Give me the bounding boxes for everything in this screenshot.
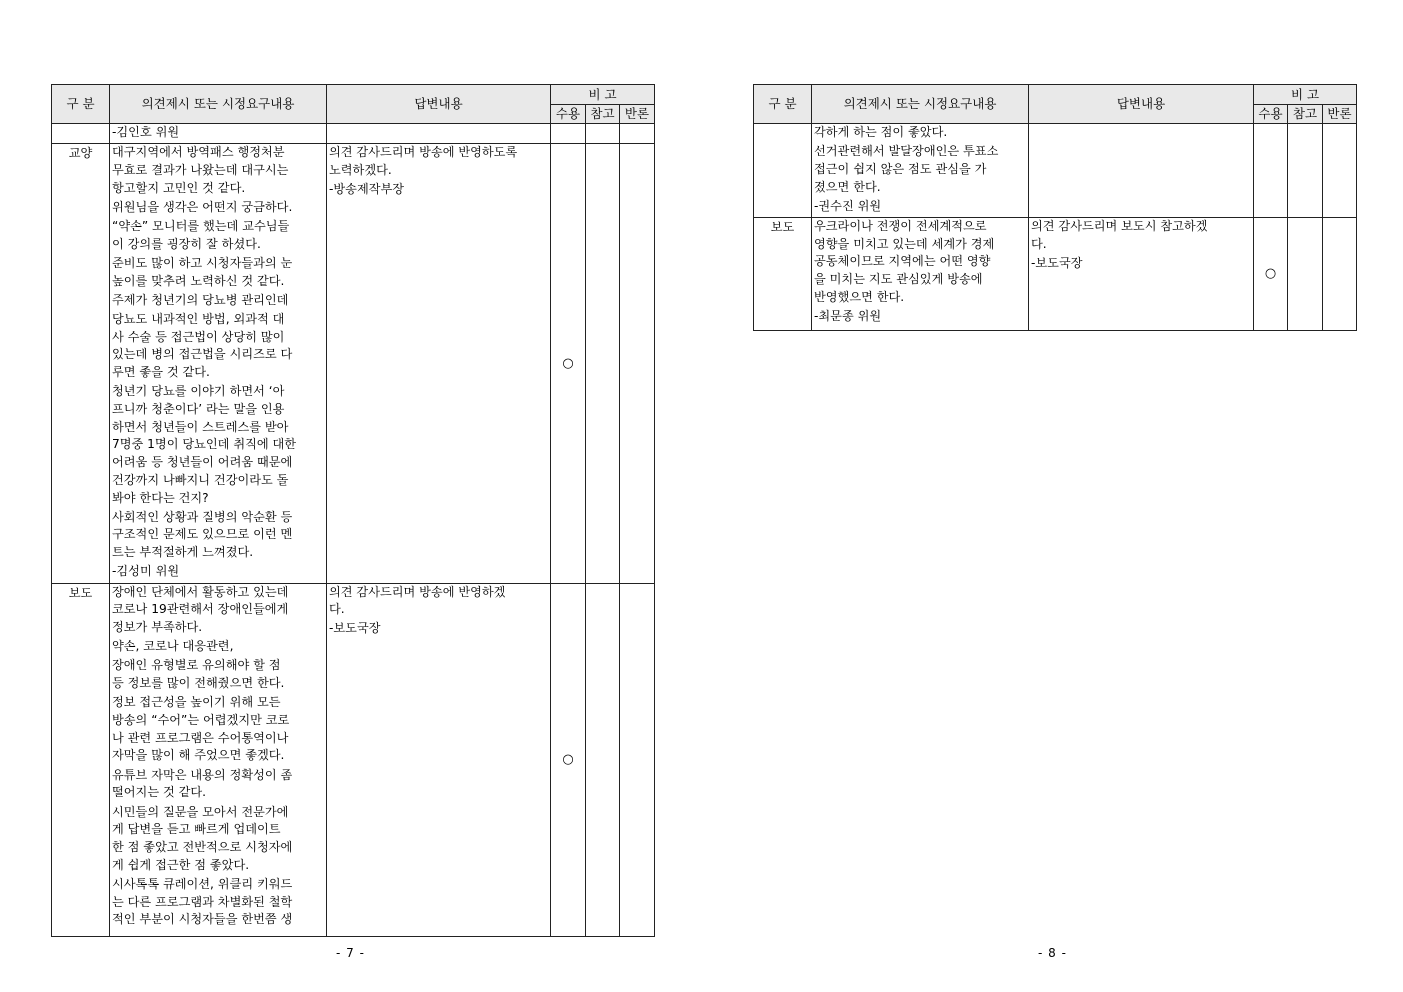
reject-cell xyxy=(1323,218,1357,331)
paragraph: 주제가 청년기의 당뇨병 관리인데 xyxy=(112,292,289,307)
accept-cell xyxy=(551,124,586,144)
answer-cell xyxy=(327,144,551,583)
table-row xyxy=(52,144,655,583)
paragraph: 장애인 유형별로 유의해야 할 점 등 정보를 많이 전해줬으면 한다. xyxy=(112,658,285,691)
paragraph: -최문종 위원 xyxy=(814,309,882,324)
header-reference: 참고 xyxy=(1288,105,1323,124)
header-answer: 답변내용 xyxy=(327,85,551,124)
answer-cell xyxy=(1029,218,1254,331)
opinion-table-page-8 xyxy=(753,84,1357,331)
reject-cell xyxy=(620,583,655,936)
paragraph: 장애인 단체에서 활동하고 있는데 코로나 19관련해서 장애인들에게 정보가 부족하다. xyxy=(112,584,289,634)
opinion-cell xyxy=(110,583,327,936)
paragraph: 위원님을 생각은 어떤지 궁금하다. xyxy=(112,199,293,214)
page-number: - 8 - xyxy=(1038,946,1067,960)
header-reference: 참고 xyxy=(586,105,620,124)
answer-cell xyxy=(327,583,551,936)
table-row xyxy=(52,124,655,144)
reject-cell xyxy=(620,144,655,583)
category-cell xyxy=(754,124,812,218)
reference-cell xyxy=(1288,124,1323,218)
paragraph: 사회적인 상황과 질병의 악순환 등 구조적인 문제도 있으므로 이런 멘 트는 부적절하게 느껴졌다. xyxy=(112,509,293,560)
table-row xyxy=(52,583,655,936)
header-reject: 반론 xyxy=(620,105,655,124)
category-cell: 교양 xyxy=(52,144,110,583)
paragraph: -권수진 위원 xyxy=(814,198,882,213)
header-category: 구 분 xyxy=(52,85,110,124)
paragraph: 우크라이나 전쟁이 전세계적으로 영향을 미치고 있는데 세계가 경제 공동체이므로 지역에는 어떤 영향 을 미치는 지도 관심있게 방송에 반영했으면 한다. xyxy=(814,219,995,304)
paragraph: 선거관련해서 발달장애인은 투표소 접근이 쉽지 않은 점도 관심을 가 졌으면 한다. xyxy=(814,144,999,194)
header-remarks: 비 고 xyxy=(1254,85,1357,105)
header-opinion: 의견제시 또는 시정요구내용 xyxy=(110,85,327,124)
paragraph: 시민들의 질문을 모아서 전문가에 게 답변을 듣고 빠르게 업데이트 한 점 좋았고 전반적으로 시청자에 게 쉽게 접근한 점 좋았다. xyxy=(112,804,293,872)
paragraph: -김성미 위원 xyxy=(112,564,180,579)
header-reject: 반론 xyxy=(1323,105,1357,124)
header-remarks: 비 고 xyxy=(551,85,655,105)
reference-cell xyxy=(586,124,620,144)
paragraph: 정보 접근성을 높이기 위해 모든 방송의 “수어”는 어렵겠지만 코로 나 관련 프로그램은 수어통역이나 자막을 많이 해 주었으면 좋겠다. xyxy=(112,695,290,763)
paragraph: “약손” 모니터를 했는데 교수님들 이 강의를 굉장히 잘 하셨다. xyxy=(112,219,290,251)
opinion-cell xyxy=(812,218,1029,331)
opinion-cell xyxy=(812,124,1029,218)
paragraph: -방송제작부장 xyxy=(329,182,405,197)
reference-cell xyxy=(586,144,620,583)
category-cell xyxy=(52,124,110,144)
reference-cell xyxy=(586,583,620,936)
reject-cell xyxy=(1323,124,1357,218)
opinion-cell xyxy=(110,144,327,583)
paragraph: -보도국장 xyxy=(1031,255,1083,270)
category-cell: 보도 xyxy=(754,218,812,331)
accept-mark: ○ xyxy=(1254,218,1288,331)
paragraph: 의견 감사드리며 보도시 참고하겠 다. xyxy=(1031,219,1208,251)
header-answer: 답변내용 xyxy=(1029,85,1254,124)
accept-mark: ○ xyxy=(551,583,586,936)
paragraph: 시사톡톡 큐레이션, 위클리 키워드 는 다른 프로그램과 차별화된 철학 적인 부분이 시청자들을 한번쯤 생 xyxy=(112,876,293,927)
paragraph: -보도국장 xyxy=(329,621,381,636)
header-opinion: 의견제시 또는 시정요구내용 xyxy=(812,85,1029,124)
header-accept: 수용 xyxy=(551,105,586,124)
paragraph: 의견 감사드리며 방송에 반영하겠 다. xyxy=(329,584,506,617)
reference-cell xyxy=(1288,218,1323,331)
page-8 xyxy=(753,84,1357,331)
reject-cell xyxy=(620,124,655,144)
paragraph: 당뇨도 내과적인 방법, 외과적 대 사 수술 등 접근법이 상당히 많이 있는데 병의 접근법을 시리즈로 다 루면 좋을 것 같다. xyxy=(112,312,293,380)
page-number: - 7 - xyxy=(336,946,365,960)
paragraph: 각하게 하는 점이 좋았다. xyxy=(814,125,948,139)
paragraph: 약손, 코로나 대응관련, xyxy=(112,639,234,654)
answer-cell xyxy=(327,124,551,144)
accept-cell xyxy=(1254,124,1288,218)
header-accept: 수용 xyxy=(1254,105,1288,124)
paragraph: 준비도 많이 하고 시청자들과의 눈 높이를 맞추려 노력하신 것 같다. xyxy=(112,255,293,288)
paragraph: 대구지역에서 방역패스 행정처분 무효로 결과가 나왔는데 대구시는 항고할지 고민인 것 같다. xyxy=(112,145,289,195)
paragraph: 의견 감사드리며 방송에 반영하도록 노력하겠다. xyxy=(329,145,518,177)
page-7 xyxy=(51,84,655,937)
accept-mark: ○ xyxy=(551,144,586,583)
table-row xyxy=(754,218,1357,331)
answer-cell xyxy=(1029,124,1254,218)
opinion-table-page-7 xyxy=(51,84,655,937)
paragraph: -김인호 위원 xyxy=(112,125,180,139)
paragraph: 유튜브 자막은 내용의 정확성이 좀 떨어지는 것 같다. xyxy=(112,767,293,800)
paragraph: 청년기 당뇨를 이야기 하면서 ‘아 프니까 청춘이다’ 라는 말을 인용 하면서 청년들이 스트레스를 받아 7명중 1명이 당뇨인데 취직에 대한 어려움 등 청년들이 어려움 때문에 건강까지 나빠지니 건강이라도 돌 봐야 한다는 건지? xyxy=(112,384,297,505)
header-category: 구 분 xyxy=(754,85,812,124)
table-row xyxy=(754,124,1357,218)
category-cell: 보도 xyxy=(52,583,110,936)
opinion-cell xyxy=(110,124,327,144)
